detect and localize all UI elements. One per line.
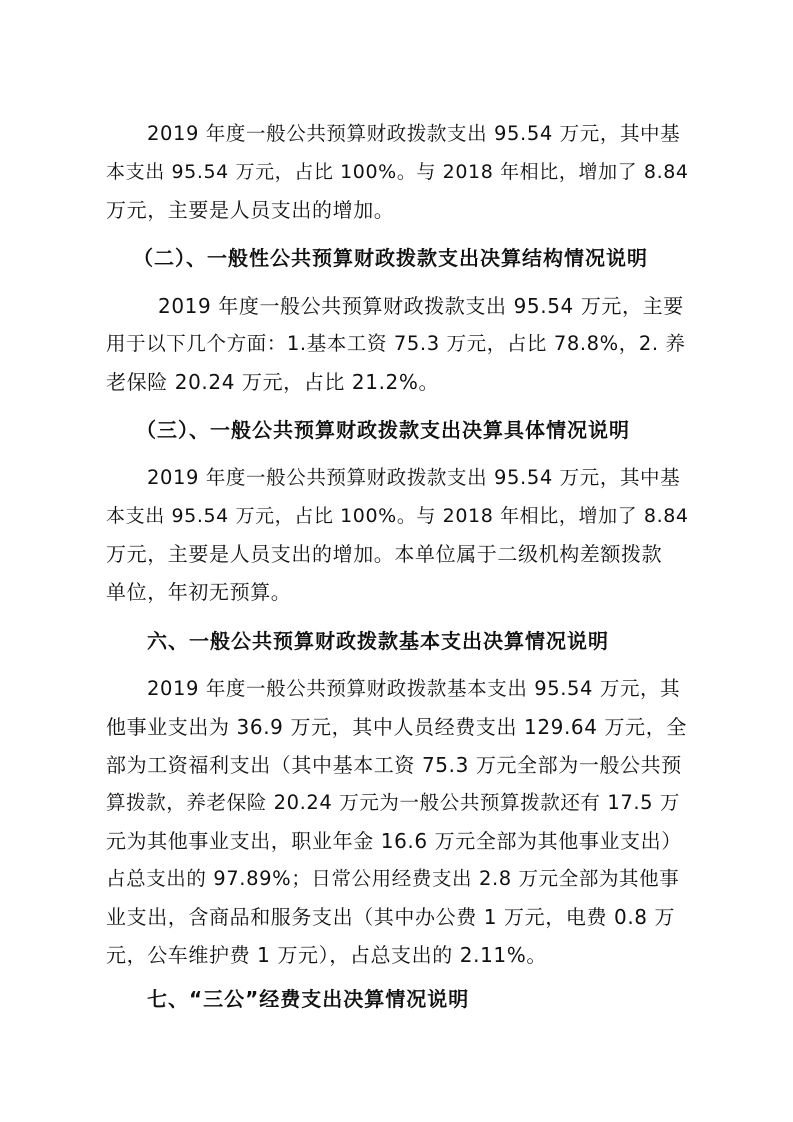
- text-line: 老保险 20.24 万元，占比 21.2%。: [106, 370, 440, 394]
- text-line: 万元，主要是人员支出的增加。: [106, 198, 395, 222]
- text-line: 本支出 95.54 万元，占比 100%。与 2018 年相比，增加了 8.84: [106, 161, 689, 183]
- text-line: 本支出 95.54 万元，占比 100%。与 2018 年相比，增加了 8.84: [106, 505, 689, 527]
- text-line: 他事业支出为 36.9 万元，其中人员经费支出 129.64 万元，全: [106, 715, 687, 739]
- text-line: 2019 年度一般公共预算财政拨款支出 95.54 万元，其中基: [147, 122, 681, 145]
- text-line: 算拨款，养老保险 20.24 万元为一般公共预算拨款还有 17.5 万: [106, 791, 681, 814]
- text-line: 单位，年初无预算。: [106, 580, 292, 604]
- text-line: 部为工资福利支出（其中基本工资 75.3 万元全部为一般公共预: [106, 753, 682, 777]
- text-line: 用于以下几个方面：1.基本工资 75.3 万元，占比 78.8%，2. 养: [106, 332, 686, 355]
- text-line: 业支出，含商品和服务支出（其中办公费 1 万元，电费 0.8 万: [106, 905, 676, 929]
- section-heading-structure: （二）、一般性公共预算财政拨款支出决算结构情况说明: [133, 246, 648, 270]
- text-line: 元为其他事业支出，职业年金 16.6 万元全部为其他事业支出）: [106, 829, 682, 853]
- text-line: 元，公车维护费 1 万元），占总支出的 2.11%。: [106, 943, 547, 967]
- text-line: 万元，主要是人员支出的增加。本单位属于二级机构差额拨款: [106, 542, 663, 566]
- text-line: 2019 年度一般公共预算财政拨款基本支出 95.54 万元，其: [147, 677, 681, 700]
- text-line: 2019 年度一般公共预算财政拨款支出 95.54 万元，主要: [158, 294, 684, 318]
- text-line: 2019 年度一般公共预算财政拨款支出 95.54 万元，其中基: [147, 466, 681, 489]
- text-line: 占总支出的 97.89%；日常公用经费支出 2.8 万元全部为其他事: [106, 867, 680, 890]
- section-heading-three-public: 七、“三公”经费支出决算情况说明: [147, 987, 470, 1011]
- section-heading-detail: （三）、一般公共预算财政拨款支出决算具体情况说明: [136, 418, 630, 442]
- section-heading-basic-expenditure: 六、一般公共预算财政拨款基本支出决算情况说明: [147, 629, 609, 653]
